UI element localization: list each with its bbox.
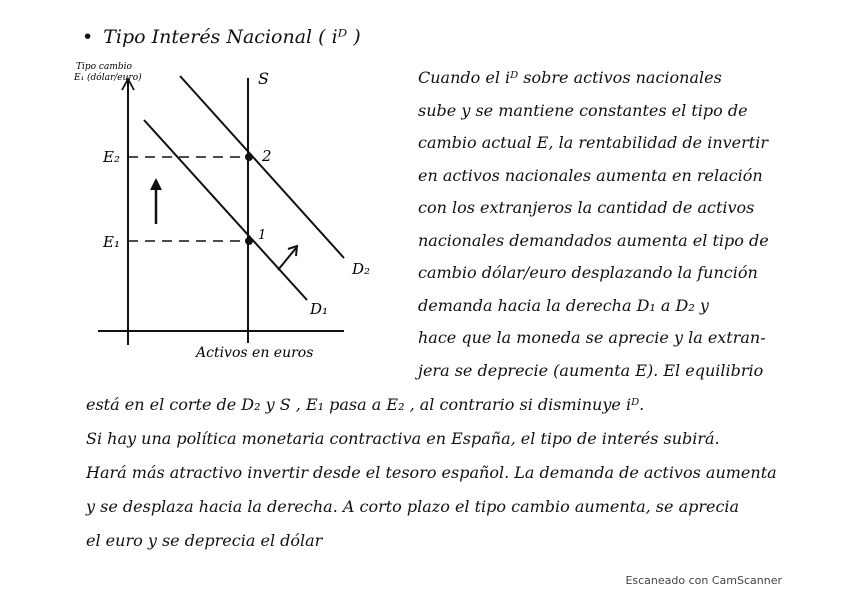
shift-arrow-shaft: [278, 248, 296, 270]
x-axis-label: Activos en euros: [196, 345, 314, 361]
text-line: hace que la moneda se aprecie y la extran-: [418, 328, 766, 347]
heading-text: Tipo Interés Nacional ( iᴰ ): [103, 26, 361, 48]
text-line: y se desplaza hacia la derecha. A corto plazo el tipo cambio aumenta, se aprecia: [86, 497, 740, 516]
up-arrow-icon: [150, 178, 162, 190]
supply-label: S: [258, 69, 269, 88]
text-line: Cuando el iᴰ sobre activos nacionales: [418, 68, 722, 87]
y-axis-label-top: Tipo cambio: [76, 62, 132, 72]
text-line: cambio dólar/euro desplazando la función: [418, 263, 758, 282]
e2-label: E₂: [103, 148, 120, 166]
text-line: demanda hacia la derecha D₁ a D₂ y: [418, 295, 709, 315]
text-line: jera se deprecie (aumenta E). El equilibrio: [418, 360, 764, 380]
point-2-label: 2: [262, 147, 272, 165]
text-line: en activos nacionales aumenta en relación: [418, 165, 763, 185]
e1-label: E₁: [103, 233, 120, 251]
text-line: sube y se mantiene constantes el tipo de: [418, 100, 748, 120]
explanation-paragraph-1: [418, 62, 788, 387]
text-line: está en el corte de D₂ y S , E₁ pasa a E₂ , al contrario si disminuye iᴰ.: [86, 395, 645, 414]
equilibrium-point-1: [245, 237, 253, 245]
demand-d1-label: D₁: [310, 300, 329, 318]
y-axis-label-bottom: E₁ (dólar/euro): [74, 73, 142, 83]
equilibrium-point-2: [245, 153, 253, 161]
text-line: cambio actual E, la rentabilidad de invertir: [418, 133, 768, 152]
explanation-paragraph-2: [86, 388, 806, 558]
point-1-label: 1: [258, 228, 267, 243]
text-line: Hará más atractivo invertir desde el tesoro español. La demanda de activos aumenta: [86, 463, 777, 482]
text-line: Si hay una política monetaria contractiva en España, el tipo de interés subirá.: [86, 429, 720, 448]
text-line: nacionales demandados aumenta el tipo de: [418, 230, 769, 250]
demand-curve-d1: [144, 120, 307, 300]
demand-d2-label: D₂: [352, 260, 371, 278]
text-line: el euro y se deprecia el dólar: [86, 531, 323, 550]
bullet-icon: •: [82, 26, 94, 48]
scanner-watermark: Escaneado con CamScanner: [625, 574, 782, 587]
text-line: con los extranjeros la cantidad de activos: [418, 198, 755, 217]
